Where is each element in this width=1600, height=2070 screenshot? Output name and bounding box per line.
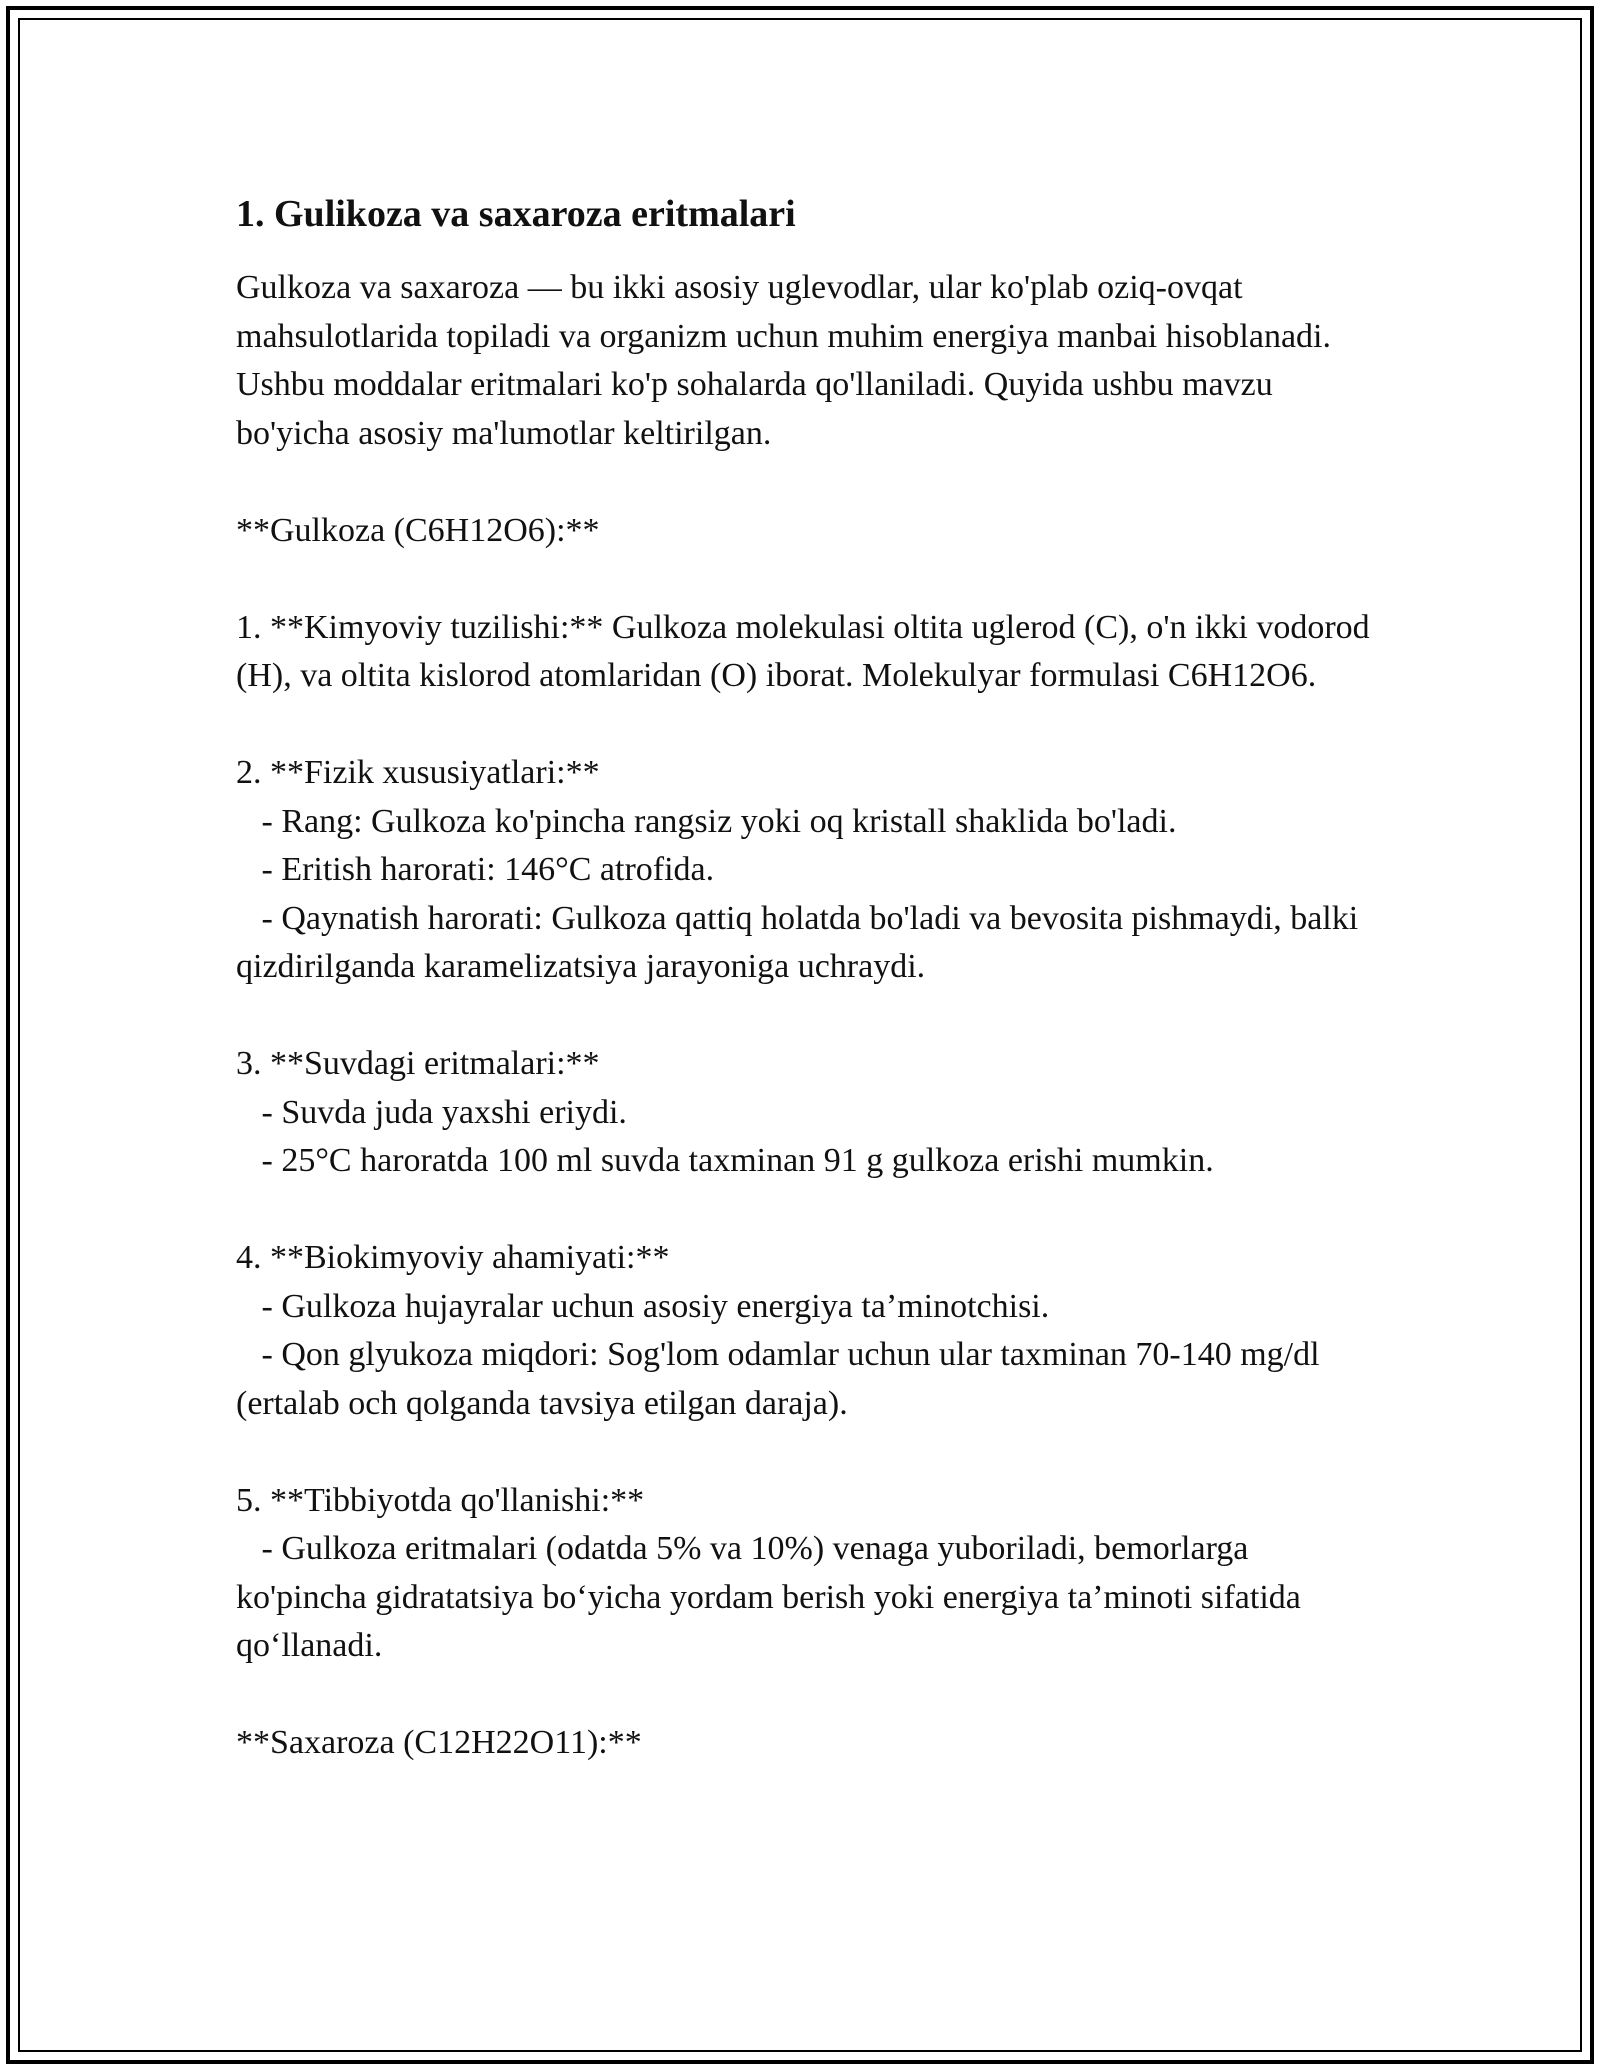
list-item: - Rang: Gulkoza ko'pincha rangsiz yoki oq kristall shaklida bo'ladi. <box>236 802 1177 840</box>
spacer <box>236 1428 1386 1477</box>
spacer <box>236 1671 1386 1720</box>
section-chemical-structure: 1. **Kimyoviy tuzilishi:** Gulkoza molekulasi oltita uglerod (C), o'n ikki vodorod (H), va oltita kislorod atomlaridan (O) iborat. Molekulyar formulasi C6H12O6. <box>236 608 1379 694</box>
list-item: - Qon glyukoza miqdori: Sog'lom odamlar uchun ular taxminan 70-140 mg/dl (ertalab och qolganda tavsiya etilgan daraja). <box>236 1336 1329 1422</box>
document-body <box>236 186 1386 1768</box>
section-medicine-heading: 5. **Tibbiyotda qo'llanishi:** <box>236 1481 645 1519</box>
spacer <box>236 555 1386 604</box>
document-title: 1. Gulikoza va saxaroza eritmalari <box>236 193 796 235</box>
section-solutions-heading: 3. **Suvdagi eritmalari:** <box>236 1045 600 1082</box>
spacer <box>236 458 1386 507</box>
spacer <box>236 1186 1386 1235</box>
list-item: - 25°C haroratda 100 ml suvda taxminan 91 g gulkoza erishi mumkin. <box>236 1142 1214 1179</box>
glucose-heading: **Gulkoza (C6H12O6):** <box>236 511 600 549</box>
list-item: - Eritish harorati: 146°C atrofida. <box>236 851 715 888</box>
list-item: - Qaynatish harorati: Gulkoza qattiq holatda bo'ladi va bevosita pishmaydi, balki qizdirilganda karamelizatsiya jarayoniga uchraydi. <box>236 899 1367 985</box>
list-item: - Gulkoza eritmalari (odatda 5% va 10%) venaga yuboriladi, bemorlarga ko'pincha gidratatsiya bo‘yicha yordam berish yoki energiya ta’minoti sifatida qo‘llanadi. <box>236 1530 1310 1664</box>
list-item: - Suvda juda yaxshi eriydi. <box>236 1093 627 1131</box>
spacer <box>236 701 1386 750</box>
list-item: - Gulkoza hujayralar uchun asosiy energiya ta’minotchisi. <box>236 1287 1050 1325</box>
section-biochem-heading: 4. **Biokimyoviy ahamiyati:** <box>236 1239 670 1276</box>
sucrose-heading: **Saxaroza (C12H22O11):** <box>236 1724 642 1761</box>
section-physical-heading: 2. **Fizik xususiyatlari:** <box>236 754 600 791</box>
intro-paragraph: Gulkoza va saxaroza — bu ikki asosiy uglevodlar, ular ko'plab oziq-ovqat mahsulotlarida topiladi va organizm uchun muhim energiya manbai hisoblanadi. Ushbu moddalar eritmalari ko'p sohalarda qo'llaniladi. Quyida ushbu mavzu bo'yicha asosiy ma'lumotlar keltirilgan. <box>236 269 1340 452</box>
spacer <box>236 992 1386 1041</box>
